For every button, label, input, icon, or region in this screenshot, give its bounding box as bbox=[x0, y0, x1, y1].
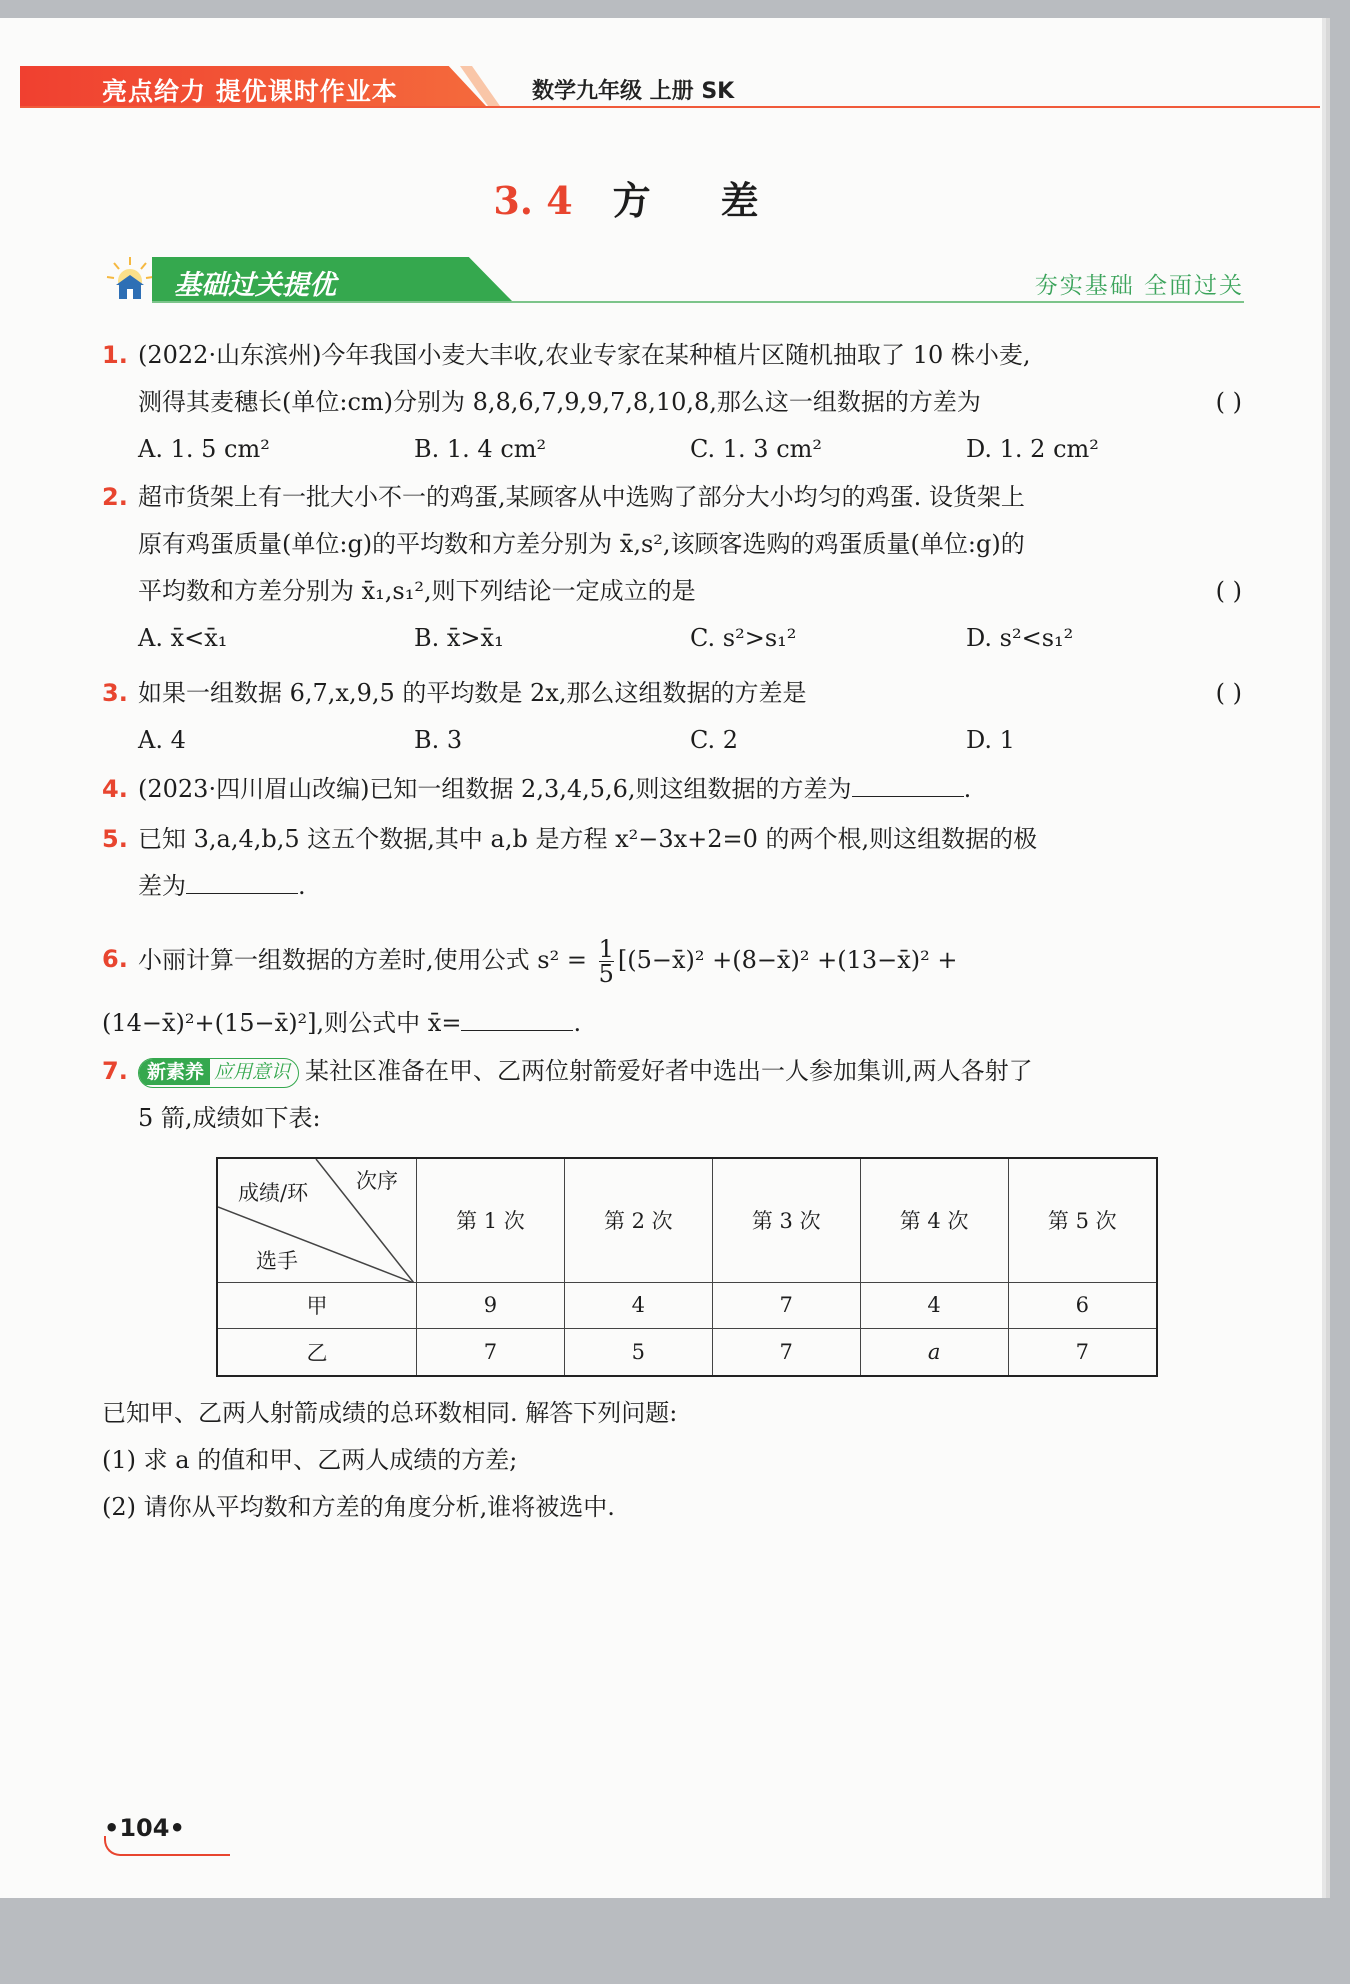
answer-blank[interactable] bbox=[852, 766, 964, 797]
table-corner-cell bbox=[217, 1158, 417, 1282]
fraction-denominator: 5 bbox=[598, 960, 614, 988]
question-6 bbox=[102, 930, 1242, 1047]
question-text-line bbox=[138, 766, 1242, 813]
question-number: 6. bbox=[102, 945, 128, 973]
score-table bbox=[216, 1157, 1158, 1377]
option-a[interactable]: A. 4 bbox=[138, 726, 186, 754]
answer-parentheses[interactable]: ( ) bbox=[1215, 577, 1242, 605]
table-header-row bbox=[217, 1158, 1157, 1282]
column-header: 第 4 次 bbox=[860, 1158, 1008, 1282]
literacy-badge bbox=[138, 1058, 299, 1088]
option-b[interactable]: B. 1. 4 cm² bbox=[414, 435, 547, 463]
score-cell: 7 bbox=[712, 1329, 860, 1376]
section-title: 方差 bbox=[612, 178, 829, 223]
section-divider bbox=[152, 301, 1244, 303]
section-number: 3. 4 bbox=[493, 178, 573, 223]
row-player-name: 甲 bbox=[217, 1282, 417, 1329]
row-player-name: 乙 bbox=[217, 1329, 417, 1376]
score-cell: 4 bbox=[564, 1282, 712, 1329]
sub-question-1: (1) 求 a 的值和甲、乙两人成绩的方差; bbox=[102, 1446, 518, 1474]
question-number: 5. bbox=[102, 825, 128, 853]
question-number: 3. bbox=[102, 679, 128, 707]
question-1 bbox=[102, 332, 1242, 473]
option-b[interactable]: B. x̄>x̄₁ bbox=[414, 624, 504, 652]
column-header: 第 2 次 bbox=[564, 1158, 712, 1282]
score-cell: a bbox=[860, 1329, 1008, 1376]
answer-blank[interactable] bbox=[461, 1000, 573, 1031]
question-text-line: 原有鸡蛋质量(单位:g)的平均数和方差分别为 x̄,s²,该顾客选购的鸡蛋质量(单位:g)的 bbox=[138, 530, 1025, 558]
question-text: 平均数和方差分别为 x̄₁,s₁²,则下列结论一定成立的是 bbox=[138, 577, 696, 605]
column-header: 第 1 次 bbox=[417, 1158, 565, 1282]
answer-blank[interactable] bbox=[186, 863, 298, 894]
section-label: 基础过关提优 bbox=[174, 270, 336, 301]
question-5 bbox=[102, 816, 1242, 910]
section-banner bbox=[104, 255, 1244, 303]
score-cell: 9 bbox=[417, 1282, 565, 1329]
question-number: 7. bbox=[102, 1057, 128, 1085]
score-cell: 4 bbox=[860, 1282, 1008, 1329]
options bbox=[138, 615, 1242, 662]
badge-label: 新素养 bbox=[139, 1059, 210, 1085]
question-number: 1. bbox=[102, 341, 128, 369]
question-text: [(5−x̄)² +(8−x̄)² +(13−x̄)² + bbox=[617, 946, 958, 974]
question-3 bbox=[102, 670, 1242, 764]
option-b[interactable]: B. 3 bbox=[414, 726, 463, 754]
options bbox=[138, 717, 1242, 764]
question-text-line: 超市货架上有一批大小不一的鸡蛋,某顾客从中选购了部分大小均匀的鸡蛋. 设货架上 bbox=[138, 483, 1025, 511]
option-d[interactable]: D. 1 bbox=[966, 726, 1015, 754]
option-d[interactable]: D. s²<s₁² bbox=[966, 624, 1074, 652]
question-4 bbox=[102, 766, 1242, 813]
question-2 bbox=[102, 474, 1242, 662]
page-title bbox=[0, 170, 1322, 225]
question-text-line: (2022·山东滨州)今年我国小麦大丰收,农业专家在某种植片区随机抽取了 10 株小麦, bbox=[138, 341, 1031, 369]
fraction bbox=[599, 937, 614, 986]
fraction-numerator: 1 bbox=[598, 935, 614, 963]
header-brand: 亮点给力 提优课时作业本 bbox=[102, 77, 398, 106]
header-divider bbox=[20, 106, 1320, 108]
question-text: 差为 bbox=[138, 872, 186, 900]
question-text: 小丽计算一组数据的方差时,使用公式 s² = bbox=[138, 946, 587, 974]
question-text-line bbox=[138, 670, 1242, 717]
option-c[interactable]: C. s²>s₁² bbox=[690, 624, 797, 652]
school-sun-icon bbox=[104, 255, 156, 303]
question-end: . bbox=[573, 1009, 582, 1037]
answer-parentheses[interactable]: ( ) bbox=[1215, 388, 1242, 416]
page-header bbox=[20, 64, 1320, 108]
option-c[interactable]: C. 1. 3 cm² bbox=[690, 435, 823, 463]
header-subject: 数学九年级 上册 SK bbox=[532, 79, 735, 104]
score-cell: 7 bbox=[417, 1329, 565, 1376]
question-number: 4. bbox=[102, 775, 128, 803]
question-7 bbox=[102, 1048, 1242, 1142]
score-cell: 7 bbox=[1008, 1329, 1157, 1376]
question-text: 如果一组数据 6,7,x,9,5 的平均数是 2x,那么这组数据的方差是 bbox=[138, 679, 807, 707]
question-text-line bbox=[138, 568, 1242, 615]
column-header: 第 5 次 bbox=[1008, 1158, 1157, 1282]
column-header: 第 3 次 bbox=[712, 1158, 860, 1282]
question-text: 测得其麦穗长(单位:cm)分别为 8,8,6,7,9,9,7,8,10,8,那么这一组数据的方差为 bbox=[138, 388, 981, 416]
question-end: . bbox=[298, 872, 306, 900]
question-end: . bbox=[963, 775, 972, 803]
question-text-line bbox=[138, 863, 1242, 910]
score-cell: 7 bbox=[712, 1282, 860, 1329]
option-a[interactable]: A. 1. 5 cm² bbox=[138, 435, 270, 463]
question-text: (14−x̄)²+(15−x̄)²],则公式中 x̄= bbox=[102, 1009, 462, 1037]
question-text-line bbox=[138, 379, 1242, 426]
corner-label-player: 选手 bbox=[256, 1249, 298, 1273]
page-number: •104• bbox=[104, 1814, 185, 1842]
table-row bbox=[217, 1282, 1157, 1329]
question-7-tasks bbox=[102, 1390, 1242, 1531]
question-text-line bbox=[138, 930, 1242, 990]
question-text: (2023·四川眉山改编)已知一组数据 2,3,4,5,6,则这组数据的方差为 bbox=[138, 775, 852, 803]
option-a[interactable]: A. x̄<x̄₁ bbox=[138, 624, 228, 652]
question-text-line: 5 箭,成绩如下表: bbox=[138, 1104, 321, 1132]
score-cell: 5 bbox=[564, 1329, 712, 1376]
corner-label-score: 成绩/环 bbox=[238, 1181, 309, 1205]
question-number: 2. bbox=[102, 483, 128, 511]
question-text-line bbox=[138, 1048, 1242, 1095]
question-text-line bbox=[102, 1000, 1242, 1047]
option-c[interactable]: C. 2 bbox=[690, 726, 739, 754]
question-text-line: 已知 3,a,4,b,5 这五个数据,其中 a,b 是方程 x²−3x+2=0 的两个根,则这组数据的极 bbox=[138, 825, 1038, 853]
score-cell: 6 bbox=[1008, 1282, 1157, 1329]
sub-question-2: (2) 请你从平均数和方差的角度分析,谁将被选中. bbox=[102, 1493, 615, 1521]
corner-label-order: 次序 bbox=[356, 1169, 398, 1193]
options bbox=[138, 426, 1242, 473]
question-text-line: 已知甲、乙两人射箭成绩的总环数相同. 解答下列问题: bbox=[102, 1399, 678, 1427]
badge-sublabel: 应用意识 bbox=[214, 1060, 291, 1083]
option-d[interactable]: D. 1. 2 cm² bbox=[966, 435, 1099, 463]
question-text: 某社区准备在甲、乙两位射箭爱好者中选出一人参加集训,两人各射了 bbox=[305, 1057, 1033, 1085]
section-motto: 夯实基础 全面过关 bbox=[1034, 273, 1244, 299]
answer-parentheses[interactable]: ( ) bbox=[1215, 679, 1242, 707]
table-row bbox=[217, 1329, 1157, 1376]
